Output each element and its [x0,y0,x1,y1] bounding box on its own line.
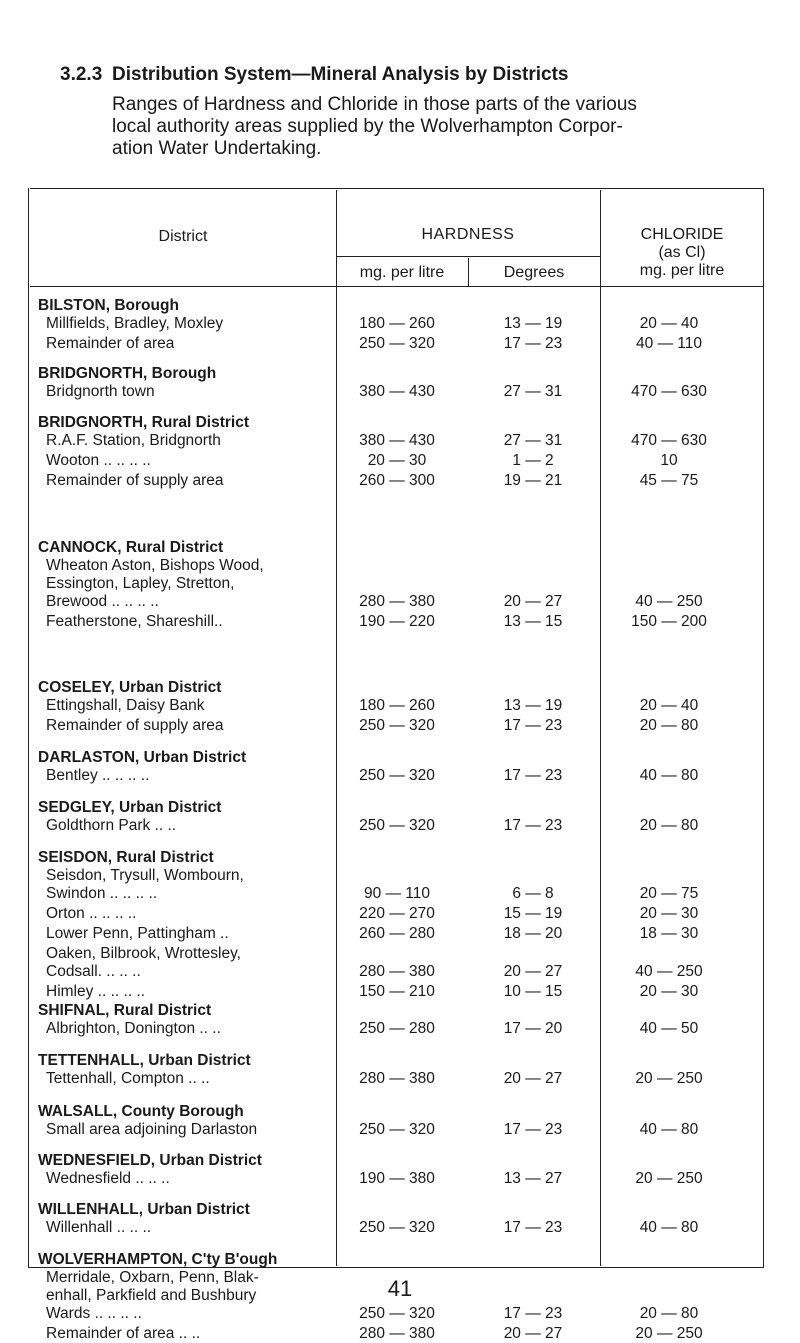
chloride-cell: 20 — 250 [635,1325,703,1342]
hardness-degrees-cell: 20 — 27 [503,1070,563,1087]
hardness-mg-cell: 250 — 320 [359,767,435,784]
table-row [0,452,800,470]
intro-line: local authority areas supplied by the Wolverhampton Corpor- [112,116,623,137]
hardness-degrees-cell: 6 — 8 [512,885,554,902]
hardness-degrees-cell: 17 — 23 [503,817,563,834]
table-row [0,1219,800,1237]
table-row [0,432,800,450]
hardness-mg-cell: 260 — 280 [359,925,435,942]
district-name-line: Oaken, Bilbrook, Wrottesley, [46,945,241,962]
hardness-mg-cell: 180 — 260 [359,697,435,714]
district-name-line: Millfields, Bradley, Moxley [46,315,224,332]
hardness-degrees-cell: 27 — 31 [503,383,563,400]
hardness-mg-cell: 190 — 380 [359,1170,435,1187]
district-name-line: Ettingshall, Daisy Bank [46,697,205,714]
district-name [46,1070,310,1088]
hardness-degrees-cell: 20 — 27 [503,963,563,980]
chloride-cell: 18 — 30 [639,925,699,942]
chloride-cell: 45 — 75 [639,472,699,489]
hardness-degrees-cell: 13 — 19 [503,315,563,332]
table-row [0,1121,800,1139]
table-row [0,1070,800,1088]
chloride-cell: 10 [660,452,678,469]
chloride-cell: 20 — 40 [639,697,699,714]
district-name-line: Wednesfield .. .. .. [46,1170,170,1187]
district-name-line: Remainder of area [46,335,175,352]
hardness-degrees-cell: 20 — 27 [503,1325,563,1342]
district-name-line: Lower Penn, Pattingham .. [46,925,229,942]
district-name [46,817,310,835]
header-bottom-rule [30,286,764,287]
hardness-mg-cell: 250 — 320 [359,1219,435,1236]
hardness-degrees-cell: 19 — 21 [503,472,563,489]
chloride-cell: 40 — 80 [639,1121,699,1138]
district-name [46,383,310,401]
district-name-line: Remainder of supply area [46,717,224,734]
district-name [46,1121,310,1139]
intro-line: ation Water Undertaking. [112,138,322,159]
hardness-degrees-cell: 17 — 23 [503,717,563,734]
section-number: 3.2.3 [60,64,103,85]
hardness-degrees-cell: 13 — 15 [503,613,563,630]
hardness-degrees-cell: 17 — 23 [503,1219,563,1236]
hardness-mg-cell: 280 — 380 [359,1325,435,1342]
hardness-degrees-cell: 13 — 27 [503,1170,563,1187]
mg-per-litre-header: mg. per litre [359,264,445,281]
hardness-mg-cell: 380 — 430 [359,383,435,400]
district-name-line: Seisdon, Trysull, Wombourn, [46,867,244,884]
table-row [0,557,800,611]
hardness-degrees-cell: 17 — 23 [503,1305,563,1322]
hardness-degrees-cell: 13 — 19 [503,697,563,714]
table-row [0,472,800,490]
chloride-cell: 40 — 80 [639,767,699,784]
hardness-mg-cell: 280 — 380 [359,963,435,980]
table-row [0,817,800,835]
district-group-title: SEISDON, Rural District [38,849,214,866]
district-name-line: Wheaton Aston, Bishops Wood, [46,557,264,574]
district-name-line: Essington, Lapley, Stretton, [46,575,235,592]
intro-line: Ranges of Hardness and Chloride in those parts of the various [112,94,637,115]
district-group-title: SHIFNAL, Rural District [38,1002,212,1019]
district-name-line: Codsall. .. .. .. [46,963,141,980]
district-name [46,983,310,1001]
table-row [0,335,800,353]
hardness-mg-cell: 250 — 320 [359,717,435,734]
district-name-line: Merridale, Oxbarn, Penn, Blak- [46,1269,259,1286]
hardness-degrees-cell: 17 — 23 [503,767,563,784]
hardness-mg-cell: 20 — 30 [367,452,427,469]
hardness-header: HARDNESS [421,226,515,243]
chloride-cell: 20 — 250 [635,1170,703,1187]
district-name-line: Wards .. .. .. .. [46,1305,142,1322]
table-row [0,613,800,631]
district-group-title: COSELEY, Urban District [38,679,222,696]
district-name [46,697,310,715]
district-group-title: WALSALL, County Borough [38,1103,244,1120]
district-name [46,452,310,470]
table-row [0,867,800,903]
chloride-cell: 40 — 50 [639,1020,699,1037]
table-row [0,905,800,923]
chloride-cell: 40 — 110 [635,335,703,352]
table-row [0,697,800,715]
table-row [0,1170,800,1188]
hardness-mg-cell: 280 — 380 [359,1070,435,1087]
district-name-line: Featherstone, Shareshill.. [46,613,223,630]
table-row [0,383,800,401]
degrees-header: Degrees [503,264,565,281]
chloride-cell: 40 — 250 [635,593,703,610]
hardness-mg-cell: 190 — 220 [359,613,435,630]
hardness-mg-cell: 250 — 320 [359,1121,435,1138]
header-subrule [336,256,600,257]
section-title: Distribution System—Mineral Analysis by Districts [112,64,569,85]
section-heading [60,64,568,86]
district-name [46,767,310,785]
table-top-rule [30,188,764,189]
chloride-cell: 20 — 30 [639,905,699,922]
district-name-line: Remainder of area .. .. [46,1325,201,1342]
district-group-title: DARLASTON, Urban District [38,749,247,766]
table-row [0,1325,800,1343]
district-name [46,335,310,353]
hardness-mg-cell: 250 — 320 [359,817,435,834]
hardness-mg-cell: 180 — 260 [359,315,435,332]
district-name [46,472,310,490]
district-group-title: WEDNESFIELD, Urban District [38,1152,262,1169]
hardness-degrees-cell: 1 — 2 [512,452,554,469]
chloride-cell: 20 — 80 [639,817,699,834]
chloride-cell: 40 — 80 [639,1219,699,1236]
district-group-title: WILLENHALL, Urban District [38,1201,250,1218]
district-name [46,867,310,903]
district-group-title: BILSTON, Borough [38,297,179,314]
hardness-mg-cell: 260 — 300 [359,472,435,489]
district-name-line: Small area adjoining Darlaston [46,1121,258,1138]
district-name [46,925,310,943]
page-number: 41 [387,1276,413,1301]
chloride-cell: 40 — 250 [635,963,703,980]
table-row [0,925,800,943]
district-name [46,315,310,333]
district-name-line: Bridgnorth town [46,383,155,400]
district-group-title: WOLVERHAMPTON, C'ty B'ough [38,1251,278,1268]
chloride-cell: 150 — 200 [631,613,707,630]
table-row [0,1020,800,1038]
district-group-title: BRIDGNORTH, Borough [38,365,217,382]
district-name-line: R.A.F. Station, Bridgnorth [46,432,221,449]
chloride-cell: 20 — 40 [639,315,699,332]
hardness-degrees-cell: 17 — 20 [503,1020,563,1037]
chloride-cell: 470 — 630 [631,432,707,449]
chloride-cell: 470 — 630 [631,383,707,400]
district-group-title: TETTENHALL, Urban District [38,1052,251,1069]
district-name-line: Bentley .. .. .. .. [46,767,150,784]
hardness-mg-cell: 150 — 210 [359,983,435,1000]
hardness-degrees-cell: 15 — 19 [503,905,563,922]
chloride-cell: 20 — 80 [639,717,699,734]
hardness-mg-cell: 90 — 110 [363,885,431,902]
district-name-line: Tettenhall, Compton .. .. [46,1070,210,1087]
district-name-line: enhall, Parkfield and Bushbury [46,1287,257,1304]
table-row [0,315,800,333]
district-header: District [158,228,208,245]
district-name-line: Swindon .. .. .. .. [46,885,158,902]
district-name [46,613,310,631]
district-name-line: Remainder of supply area [46,472,224,489]
hardness-degrees-cell: 18 — 20 [503,925,563,942]
district-name-line: Wooton .. .. .. .. [46,452,151,469]
intro-paragraph [112,94,732,160]
district-group-title: CANNOCK, Rural District [38,539,224,556]
hardness-mg-cell: 250 — 280 [359,1020,435,1037]
table-row [0,983,800,1001]
hardness-degrees-cell: 17 — 23 [503,335,563,352]
chloride-header-line: CHLORIDE [640,226,724,243]
district-name [46,945,310,981]
table-row [0,767,800,785]
hardness-mg-cell: 380 — 430 [359,432,435,449]
hardness-degrees-cell: 20 — 27 [503,593,563,610]
hardness-mg-cell: 220 — 270 [359,905,435,922]
chloride-header-line: mg. per litre [639,262,725,279]
chloride-cell: 20 — 30 [639,983,699,1000]
district-name [46,432,310,450]
district-name-line: Orton .. .. .. .. [46,905,137,922]
district-name [46,1325,310,1343]
hardness-degrees-cell: 10 — 15 [503,983,563,1000]
district-name-line: Willenhall .. .. .. [46,1219,152,1236]
district-name-line: Goldthorn Park .. .. [46,817,177,834]
district-name [46,905,310,923]
hardness-mg-cell: 280 — 380 [359,593,435,610]
district-group-title: SEDGLEY, Urban District [38,799,222,816]
table-row [0,945,800,981]
district-name [46,557,310,611]
hardness-mg-cell: 250 — 320 [359,335,435,352]
chloride-cell: 20 — 80 [639,1305,699,1322]
district-name-line: Himley .. .. .. .. [46,983,146,1000]
hardness-degrees-cell: 17 — 23 [503,1121,563,1138]
district-name [46,1219,310,1237]
district-name-line: Albrighton, Donington .. .. [46,1020,221,1037]
district-name [46,1020,310,1038]
chloride-cell: 20 — 250 [635,1070,703,1087]
chloride-cell: 20 — 75 [639,885,699,902]
district-group-title: BRIDGNORTH, Rural District [38,414,249,431]
chloride-header-line: (as Cl) [658,244,706,261]
district-name-line: Brewood .. .. .. .. [46,593,159,610]
district-name [46,1170,310,1188]
district-name [46,717,310,735]
hardness-degrees-cell: 27 — 31 [503,432,563,449]
hardness-mg-cell: 250 — 320 [359,1305,435,1322]
chloride-header [600,226,764,280]
table-row [0,717,800,735]
